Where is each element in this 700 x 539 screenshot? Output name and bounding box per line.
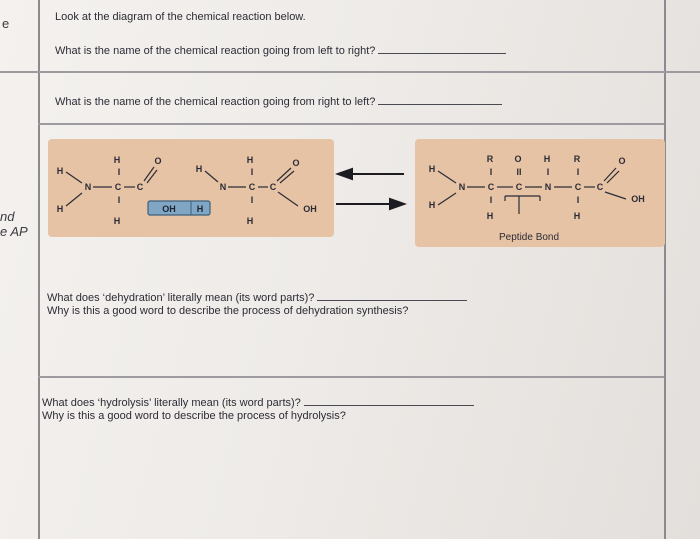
dp-c3: C	[574, 182, 582, 192]
dp-amine-h-top: H	[428, 164, 436, 174]
dp-c2: C	[515, 182, 523, 192]
highlight-h: H	[196, 204, 204, 214]
highlight-oh: OH	[162, 204, 176, 214]
margin-fragment-ap: e AP	[0, 224, 28, 239]
aa1-n: N	[84, 182, 92, 192]
question-5-text: What does ‘hydrolysis’ literally mean (its word parts)?	[42, 397, 301, 409]
aa2-amine-h-top: H	[195, 164, 203, 174]
question-6: Why is this a good word to describe the process of hydrolysis?	[42, 410, 346, 422]
arrow-left-head	[338, 169, 352, 179]
aa2-carboxyl-c: C	[269, 182, 277, 192]
aa2-top-h: H	[246, 155, 254, 165]
aa1-amine-h-bottom: H	[56, 204, 64, 214]
dp-n1: N	[458, 182, 466, 192]
aa2-bottom-bond: I	[250, 195, 254, 205]
dp-bond-o1: II	[516, 167, 522, 177]
dp-bond-bottom2: I	[576, 195, 580, 205]
dp-hydroxyl: OH	[631, 194, 645, 204]
peptide-bond-label: Peptide Bond	[499, 232, 560, 243]
arrow-right-head	[390, 199, 404, 209]
instructions-text: Look at the diagram of the chemical reaction below.	[55, 11, 306, 23]
dp-bottom-h2: H	[573, 211, 581, 221]
aa2-top-bond: I	[250, 167, 254, 177]
dp-r1: R	[486, 154, 494, 164]
aa1-bottom-bond: I	[117, 195, 121, 205]
dp-bottom-h1: H	[486, 211, 494, 221]
aa2-carbonyl-o: O	[292, 158, 300, 168]
aa1-bottom-h: H	[113, 216, 121, 226]
aa1-alpha-c: C	[114, 182, 122, 192]
aa1-carboxyl-c: C	[136, 182, 144, 192]
aa1-amine-h-top: H	[56, 166, 64, 176]
dp-h-top: H	[543, 154, 551, 164]
aa1-top-h: H	[113, 155, 121, 165]
dp-c4: C	[596, 182, 604, 192]
dp-o1: O	[514, 154, 522, 164]
dp-carbonyl-o: O	[618, 156, 626, 166]
dp-bond-r1: I	[489, 167, 493, 177]
dp-bond-h: I	[546, 167, 550, 177]
aa2-bottom-h: H	[246, 216, 254, 226]
dp-c1: C	[487, 182, 495, 192]
question-2-text: What is the name of the chemical reaction going from right to left?	[55, 96, 376, 108]
aa2-hydroxyl: OH	[303, 204, 317, 214]
dp-n2: N	[544, 182, 552, 192]
dp-bond-r2: I	[576, 167, 580, 177]
question-3-text: What does ‘dehydration’ literally mean (its word parts)?	[47, 292, 315, 304]
margin-fragment-nd: nd	[0, 209, 15, 224]
question-1-text: What is the name of the chemical reaction going from left to right?	[55, 45, 376, 57]
aa1-top-bond: I	[117, 167, 121, 177]
aa1-carbonyl-o: O	[154, 156, 162, 166]
aa2-n: N	[219, 182, 227, 192]
dp-r2: R	[573, 154, 581, 164]
dp-amine-h-bottom: H	[428, 200, 436, 210]
aa2-alpha-c: C	[248, 182, 256, 192]
question-4: Why is this a good word to describe the process of dehydration synthesis?	[47, 305, 409, 317]
margin-fragment-top: e	[2, 16, 10, 31]
dp-bond-bottom1: I	[489, 195, 493, 205]
